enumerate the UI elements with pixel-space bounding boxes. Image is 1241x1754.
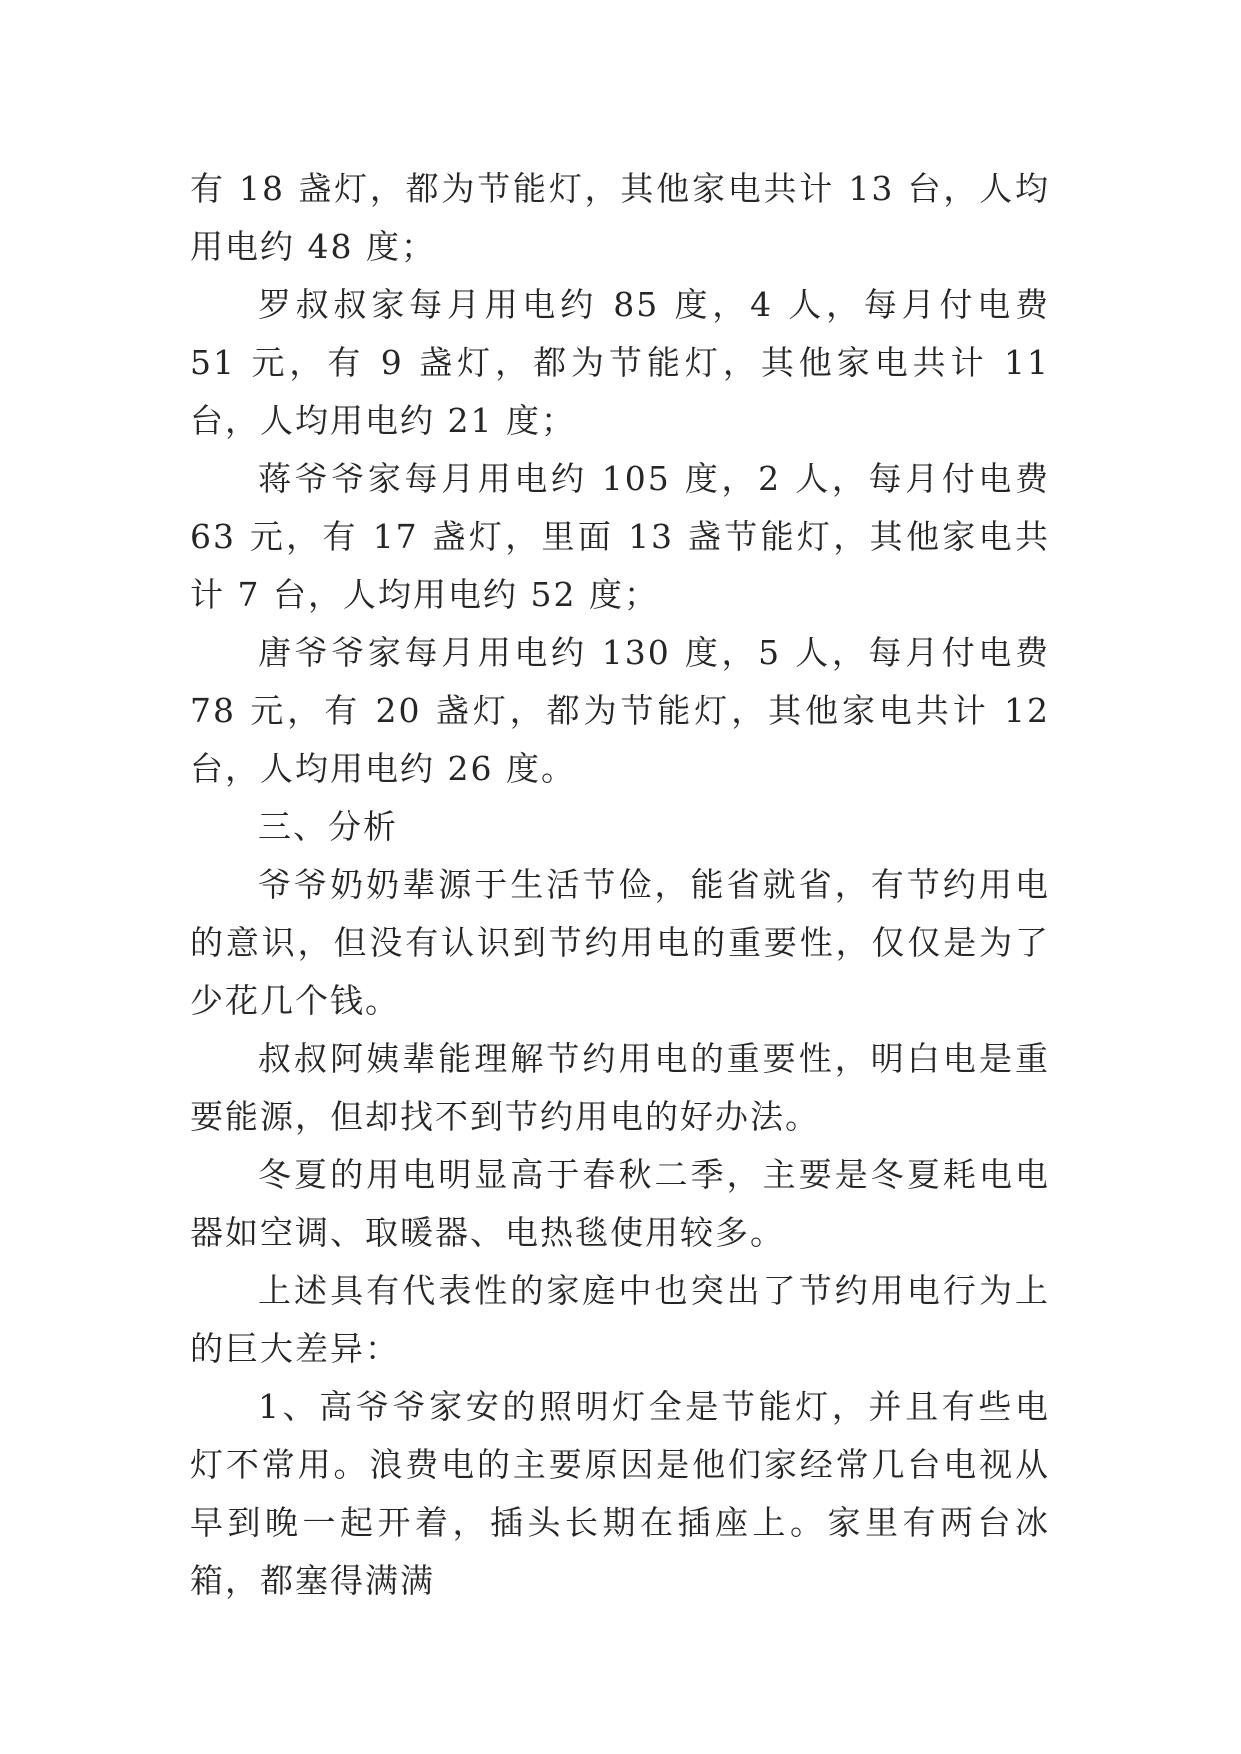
paragraph-9: 上述具有代表性的家庭中也突出了节约用电行为上的巨大差异： xyxy=(190,1271,1050,1368)
paragraph-4: 唐爷爷家每月用电约 130 度，5 人，每月付电费 78 元，有 20 盏灯，都为节能灯，其他家电共计 12 台，人均用电约 26 度。 xyxy=(190,633,1050,788)
document-body xyxy=(190,160,1050,1610)
paragraph-6: 爷爷奶奶辈源于生活节俭，能省就省，有节约用电的意识，但没有认识到节约用电的重要性，仅仅是为了少花几个钱。 xyxy=(190,865,1050,1020)
paragraph-2: 罗叔叔家每月用电约 85 度，4 人，每月付电费 51 元，有 9 盏灯，都为节能灯，其他家电共计 11 台，人均用电约 21 度； xyxy=(190,285,1050,440)
section-heading-analysis: 三、分析 xyxy=(258,807,398,846)
paragraph-10: 1、高爷爷家安的照明灯全是节能灯，并且有些电灯不常用。浪费电的主要原因是他们家经常几台电视从早到晚一起开着，插头长期在插座上。家里有两台冰箱，都塞得满满 xyxy=(190,1387,1050,1600)
paragraph-3: 蒋爷爷家每月用电约 105 度，2 人，每月付电费 63 元，有 17 盏灯，里面 13 盏节能灯，其他家电共计 7 台，人均用电约 52 度； xyxy=(190,459,1050,614)
paragraph-8: 冬夏的用电明显高于春秋二季，主要是冬夏耗电电器如空调、取暖器、电热毯使用较多。 xyxy=(190,1155,1050,1252)
paragraph-7: 叔叔阿姨辈能理解节约用电的重要性，明白电是重要能源，但却找不到节约用电的好办法。 xyxy=(190,1039,1050,1136)
paragraph-1: 有 18 盏灯，都为节能灯，其他家电共计 13 台，人均用电约 48 度； xyxy=(190,169,1050,266)
